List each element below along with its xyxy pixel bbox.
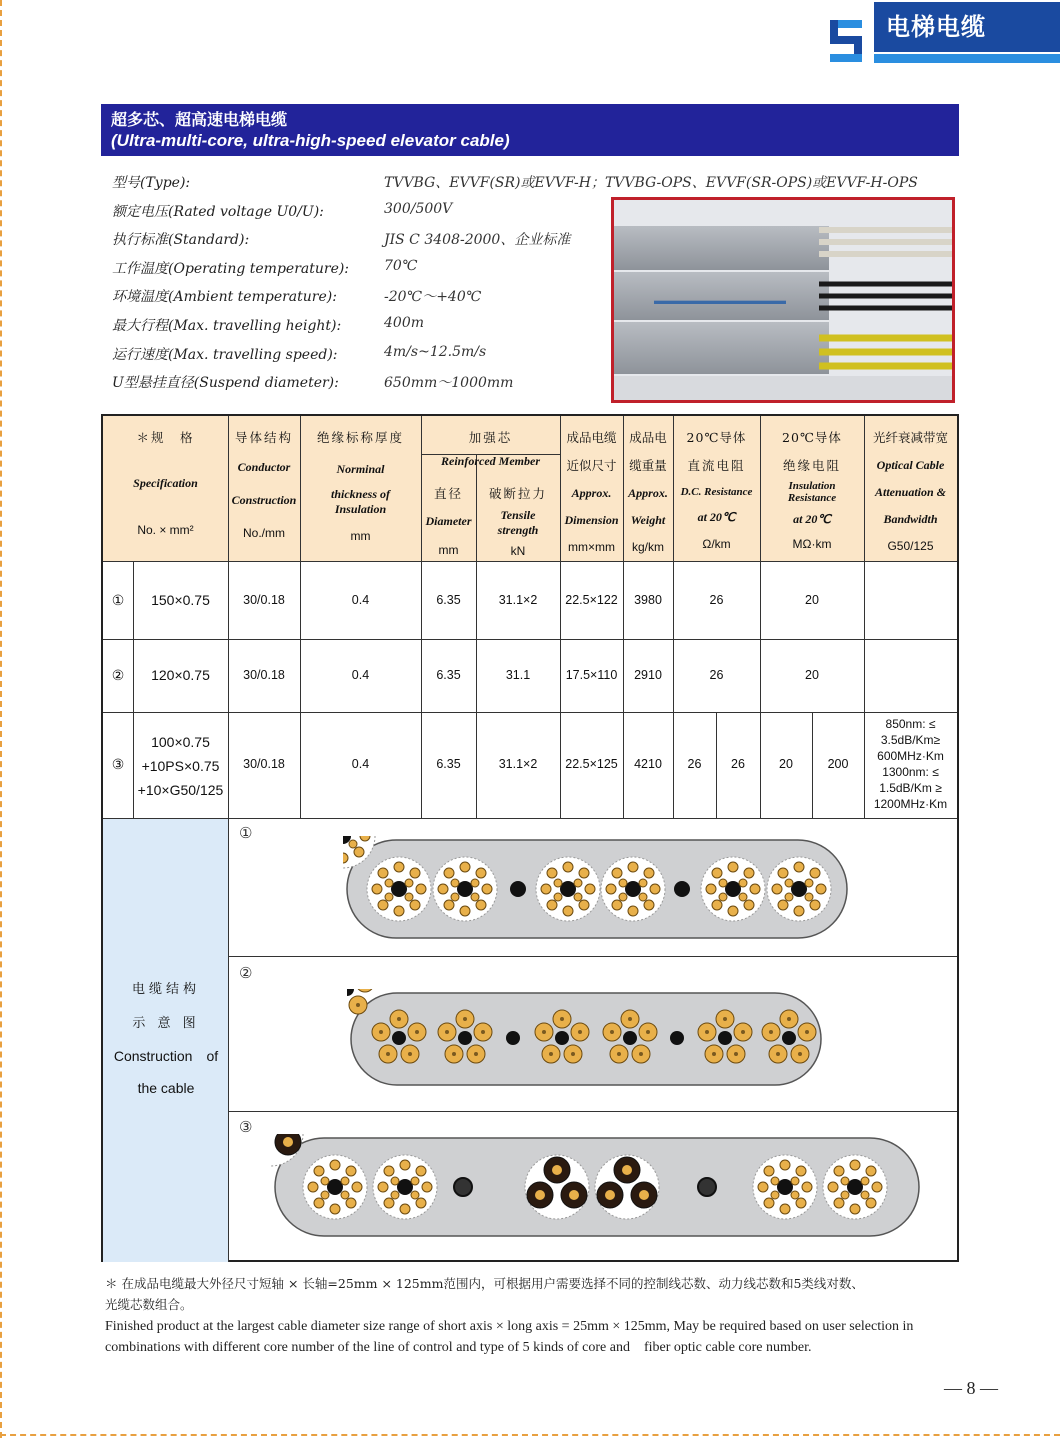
row-spec: 120×0.75 xyxy=(151,667,210,683)
header-conductor-en2: Construction xyxy=(231,493,297,507)
section-banner xyxy=(101,104,959,156)
row-insulation-resistance-a: 20 xyxy=(779,757,793,771)
header-weight-en1: Approx. xyxy=(628,486,668,500)
header-dcr-en2: at 20℃ xyxy=(697,510,736,524)
row-insulation-resistance: 20 xyxy=(805,668,819,682)
row-dc-resistance: 26 xyxy=(709,593,724,607)
row-tensile: 31.1×2 xyxy=(498,593,538,607)
footnote-en-line1: Finished product at the largest cable diameter size range of short axis × long axis = 25mm × 125mm, May be required based on user selection in xyxy=(105,1319,914,1334)
header-conductor xyxy=(228,428,300,540)
row-dc-resistance-a: 26 xyxy=(687,757,702,771)
row-insulation-resistance-b: 200 xyxy=(827,757,849,771)
row-insulation: 0.4 xyxy=(351,757,370,771)
header-weight xyxy=(623,428,673,554)
cable-diagram-1 xyxy=(343,836,853,942)
row-dimension: 22.5×125 xyxy=(565,757,618,771)
cable-diagram-3 xyxy=(271,1134,923,1240)
property-label: 运行速度(Max. travelling speed): xyxy=(112,347,338,363)
header-insulation-en2: thickness of xyxy=(330,487,390,501)
header-conductor-zh: 导体结构 xyxy=(234,430,293,445)
diagram-label: ② xyxy=(239,965,253,982)
header-diameter-zh: 直径 xyxy=(433,486,463,501)
banner-title-zh: 超多芯、超高速电梯电缆 xyxy=(111,110,288,129)
header-weight-zh2: 缆重量 xyxy=(629,458,667,473)
diagram-label: ① xyxy=(239,825,253,842)
property-value: 4m/s~12.5m/s xyxy=(384,344,487,360)
row-spec-line: +10PS×0.75 xyxy=(141,758,220,774)
header-optical-en3: Bandwidth xyxy=(883,512,938,526)
optical-line: 1.5dB/Km ≥ xyxy=(879,781,942,795)
header-insulation-en1: Norminal xyxy=(336,462,385,476)
row-insulation: 0.4 xyxy=(351,593,370,607)
header-accent-bar xyxy=(874,54,1060,63)
header-reinforced xyxy=(421,428,560,446)
optical-line: 3.5dB/Km≥ xyxy=(880,733,941,747)
row-diameter: 6.35 xyxy=(436,593,461,607)
cable-diagram-2 xyxy=(347,989,827,1089)
optical-line: 850nm: ≤ xyxy=(885,717,936,731)
diagram-label: ③ xyxy=(239,1119,253,1136)
header-spec-zh: ＊规 格 xyxy=(136,430,195,445)
header-tensile-unit: kN xyxy=(510,544,526,558)
header-tensile-en1: Tensile xyxy=(500,508,536,522)
header-ir-en2: Resistance xyxy=(787,492,837,504)
row-weight: 2910 xyxy=(634,668,662,682)
header-optical-en2: Attenuation & xyxy=(874,485,947,499)
footnote-zh-line2: 光缆芯数组合。 xyxy=(105,1297,193,1312)
header-reinforced-zh: 加强芯 xyxy=(468,430,513,445)
row-number: ③ xyxy=(111,756,125,772)
property-label: 工作温度(Operating temperature): xyxy=(112,261,350,277)
property-value: 300/500V xyxy=(384,201,453,217)
header-dimension-zh2: 近似尺寸 xyxy=(566,458,617,473)
header-dimension xyxy=(560,428,623,554)
construction-en2: the cable xyxy=(137,1080,195,1096)
header-ir-unit: MΩ·km xyxy=(792,537,832,551)
header-optical xyxy=(864,428,957,553)
row-dimension: 22.5×122 xyxy=(565,593,618,607)
header-optical-unit: G50/125 xyxy=(887,539,934,553)
property-value: TVVBG、EVVF(SR)或EVVF-H；TVVBG-OPS、EVVF(SR-OPS)或EVVF-H-OPS xyxy=(384,175,918,191)
property-value: 70℃ xyxy=(384,258,418,274)
header-weight-unit: kg/km xyxy=(631,540,664,554)
header-insulation xyxy=(300,428,421,543)
spec-table xyxy=(101,414,959,1262)
header-tensile-zh: 破断拉力 xyxy=(488,486,547,501)
company-logo-icon xyxy=(828,18,864,64)
row-weight: 4210 xyxy=(634,757,662,771)
property-value: -20℃～+40℃ xyxy=(384,289,482,305)
optical-line: 1200MHz·Km xyxy=(873,797,948,811)
header-conductor-en1: Conductor xyxy=(237,460,291,474)
row-spec-line: +10×G50/125 xyxy=(137,782,224,798)
header-dimension-zh1: 成品电缆 xyxy=(566,430,617,445)
header-dimension-unit: mm×mm xyxy=(568,540,615,554)
header-diameter xyxy=(421,484,476,557)
header-ir-en3: at 20℃ xyxy=(793,512,831,526)
row-spec xyxy=(133,730,228,802)
row-diameter: 6.35 xyxy=(436,757,461,771)
property-label: U型悬挂直径(Suspend diameter): xyxy=(112,375,339,391)
header-weight-zh1: 成品电 xyxy=(629,430,667,445)
header-diameter-en: Diameter xyxy=(425,514,472,528)
header-ir-zh2: 绝缘电阻 xyxy=(782,458,841,473)
header-weight-en2: Weight xyxy=(630,513,666,527)
property-label: 执行标准(Standard): xyxy=(112,232,250,248)
header-reinforced-en-wrap xyxy=(421,454,560,469)
row-dimension: 17.5×110 xyxy=(565,668,618,682)
header-spec-unit: No. × mm² xyxy=(137,523,194,537)
header-ir-en1: Insulation xyxy=(788,480,836,492)
header-spec xyxy=(103,428,228,537)
row-insulation-resistance: 20 xyxy=(805,593,819,607)
row-conductor: 30/0.18 xyxy=(243,593,285,607)
property-label: 最大行程(Max. travelling height): xyxy=(112,318,342,334)
header-dcr-unit: Ω/km xyxy=(702,537,731,551)
header-tensile-en2: strength xyxy=(497,523,539,537)
header-insulation-resistance xyxy=(760,428,864,551)
row-spec: 150×0.75 xyxy=(151,592,210,608)
product-photo xyxy=(611,197,955,403)
row-diameter: 6.35 xyxy=(436,668,461,682)
property-label: 型号(Type): xyxy=(112,175,191,191)
header-title: 电梯电缆 xyxy=(874,2,1060,52)
page-border-bottom xyxy=(0,1434,1060,1437)
footnote-zh-line1: ＊ 在成品电缆最大外径尺寸短轴 × 长轴=25mm × 125mm范围内，可根据用户需要选择不同的控制线芯数、动力线芯数和5类线对数、 xyxy=(105,1276,864,1291)
construction-zh2: 示 意 图 xyxy=(132,1016,200,1031)
row-weight: 3980 xyxy=(634,593,662,607)
header-spec-en: Specification xyxy=(133,476,198,490)
construction-zh1: 电缆结构 xyxy=(131,982,200,997)
row-tensile: 31.1×2 xyxy=(498,757,538,771)
property-value: 650mm～1000mm xyxy=(384,375,514,391)
header-dimension-en2: Dimension xyxy=(564,513,619,527)
construction-label-bg xyxy=(103,818,229,1262)
row-conductor: 30/0.18 xyxy=(243,668,285,682)
header-insulation-unit: mm xyxy=(350,529,371,543)
header-insulation-en3: Insulation xyxy=(334,502,387,516)
row-tensile: 31.1 xyxy=(505,668,531,682)
row-insulation: 0.4 xyxy=(351,668,370,682)
row-conductor: 30/0.18 xyxy=(243,757,285,771)
header-dc-resistance xyxy=(673,428,760,551)
optical-line: 600MHz·Km xyxy=(877,749,944,763)
header-dcr-zh1: 20℃导体 xyxy=(686,430,747,445)
row-number: ② xyxy=(111,667,125,683)
header-optical-en1: Optical Cable xyxy=(876,458,945,472)
header-insulation-zh: 绝缘标称厚度 xyxy=(316,430,404,445)
property-label: 额定电压(Rated voltage U0/U): xyxy=(112,204,324,220)
header-reinforced-en: Reinforced Member xyxy=(441,454,540,468)
banner-title-en: (Ultra-multi-core, ultra-high-speed elevator cable) xyxy=(111,131,510,150)
header-conductor-unit: No./mm xyxy=(243,526,285,540)
header-diameter-unit: mm xyxy=(438,543,459,557)
property-row xyxy=(112,172,932,200)
row-optical xyxy=(864,716,957,812)
header-dcr-zh2: 直流电阻 xyxy=(687,458,746,473)
row-number: ① xyxy=(111,592,125,608)
header-ir-zh1: 20℃导体 xyxy=(782,430,842,445)
header-tensile xyxy=(476,484,560,558)
page-border-left xyxy=(0,0,3,1438)
header-optical-zh: 光纤衰减带宽 xyxy=(872,430,948,445)
svg-text:▬▬▬▬▬▬▬▬▬▬▬▬: ▬▬▬▬▬▬▬▬▬▬▬▬ xyxy=(654,295,786,307)
row-dc-resistance: 26 xyxy=(709,668,724,682)
header-dimension-en1: Approx. xyxy=(571,486,612,500)
property-value: JIS C 3408-2000、企业标准 xyxy=(384,232,571,248)
property-label: 环境温度(Ambient temperature): xyxy=(112,289,337,305)
property-value: 400m xyxy=(384,315,424,331)
page-number: — 8 — xyxy=(944,1378,998,1398)
row-dc-resistance-b: 26 xyxy=(731,757,745,771)
optical-line: 1300nm: ≤ xyxy=(882,765,939,779)
row-spec-line: 100×0.75 xyxy=(151,734,210,750)
footnote-en-line2: combinations with different core number of the line of control and type of 5 kinds of core and fiber optic cable core number. xyxy=(105,1340,812,1355)
header-dcr-en1: D.C. Resistance xyxy=(680,486,753,498)
construction-en1: Construction of xyxy=(113,1048,219,1064)
